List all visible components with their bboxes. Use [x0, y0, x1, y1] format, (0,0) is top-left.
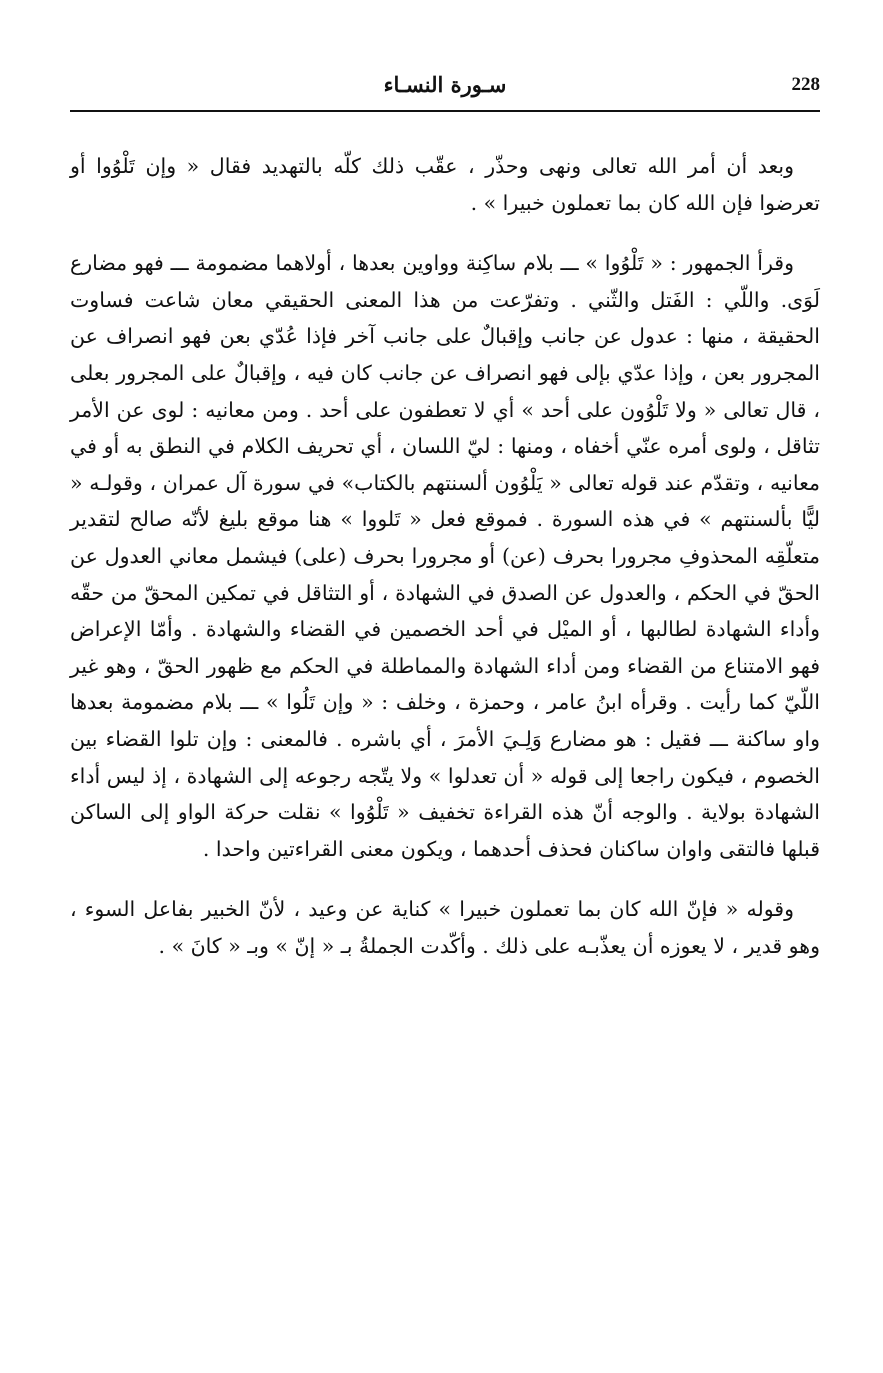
paragraph-3: وقوله « فإنّ الله كان بما تعملون خبيرا » كناية عن وعيد ، لأنّ الخبير بفاعل السوء ، وهو قدير ، لا يعوزه أن يعذّبـه على ذلك . وأكّدت الجملةُ بـ « إنّ » وبـ « كانَ » .: [70, 897, 820, 958]
book-page: [70, 0, 820, 1373]
page-number: 228: [791, 74, 820, 95]
paragraph-2: وقرأ الجمهور : « تَلْوُوا » ـــ بلام ساكِنة وواوين بعدها ، أولاهما مضمومة ـــ فهو مضارع لَوَى. واللّي : الفَتل والثّني . وتفرّعت من هذا المعنى الحقيقي معان شاعت فساوت الحقيقة ، منها : عدول عن جانب وإقبالٌ على جانب آخر فإذا عُدّي بعن فهو انصراف عن المجرور بعن ، وإذا عدّي بإلى فهو انصراف عن جانب كان فيه ، وإقبالٌ على المجرور بعلى ، قال تعالى « ولا تَلْوُون على أحد » أي لا تعطفون على أحد . ومن معانيه : لوى عن الأمر تثاقل ، ولوى أمره عنّي أخفاه ، ومنها : ليّ اللسان ، أي تحريف الكلام في النطق به أو في معانيه ، وتقدّم عند قوله تعالى « يَلْوُون ألسنتهم بالكتاب» في سورة آل عمران ، وقولـه « ليًّا بألسنتهم » في هذه السورة . فموقع فعل « تَلووا » هنا موقع بليغ لأنّه صالح لتقدير متعلّقِه المحذوفِ مجرورا بحرف (عن) أو مجرورا بحرف (على) فيشمل معاني العدول عن الحقّ في الحكم ، والعدول عن الصدق في الشهادة ، أو التثاقل في تمكين المحقّ من حقّه وأداء الشهادة لطالبها ، أو الميْل في أحد الخصمين في القضاء والشهادة . وأمّا الإعراض فهو الامتناع من القضاء ومن أداء الشهادة والمماطلة في الحكم مع ظهور الحقّ ، وهو غير اللّيّ كما رأيت . وقرأه ابنُ عامر ، وحمزة ، وخلف : « وإن تَلُوا » ـــ بلام مضمومة بعدها واو ساكنة ـــ فقيل : هو مضارع وَلِـيَ الأمرَ ، أي باشره . فالمعنى : وإن تلوا القضاء بين الخصوم ، فيكون راجعا إلى قوله « أن تعدلوا » ولا يتّجه رجوعه إلى الشهادة ، إذ ليس أداء الشهادة بولاية . والوجه أنّ هذه القراءة تخفيف « تَلْوُوا » نقلت حركة الواو إلى الساكن قبلها فالتقى واوان ساكنان فحذف أحدهما ، ويكون معنى القراءتين واحدا .: [70, 251, 820, 861]
header-rule: [70, 110, 820, 112]
running-title: سـورة النسـاء: [383, 72, 507, 97]
page-header: [70, 68, 820, 108]
page-body: [70, 148, 820, 964]
paragraph-1: وبعد أن أمر الله تعالى ونهى وحذّر ، عقّب ذلك كلّه بالتهديد فقال « وإن تَلْوُوا أو تعرضوا فإن الله كان بما تعملون خبيرا » .: [70, 154, 820, 215]
